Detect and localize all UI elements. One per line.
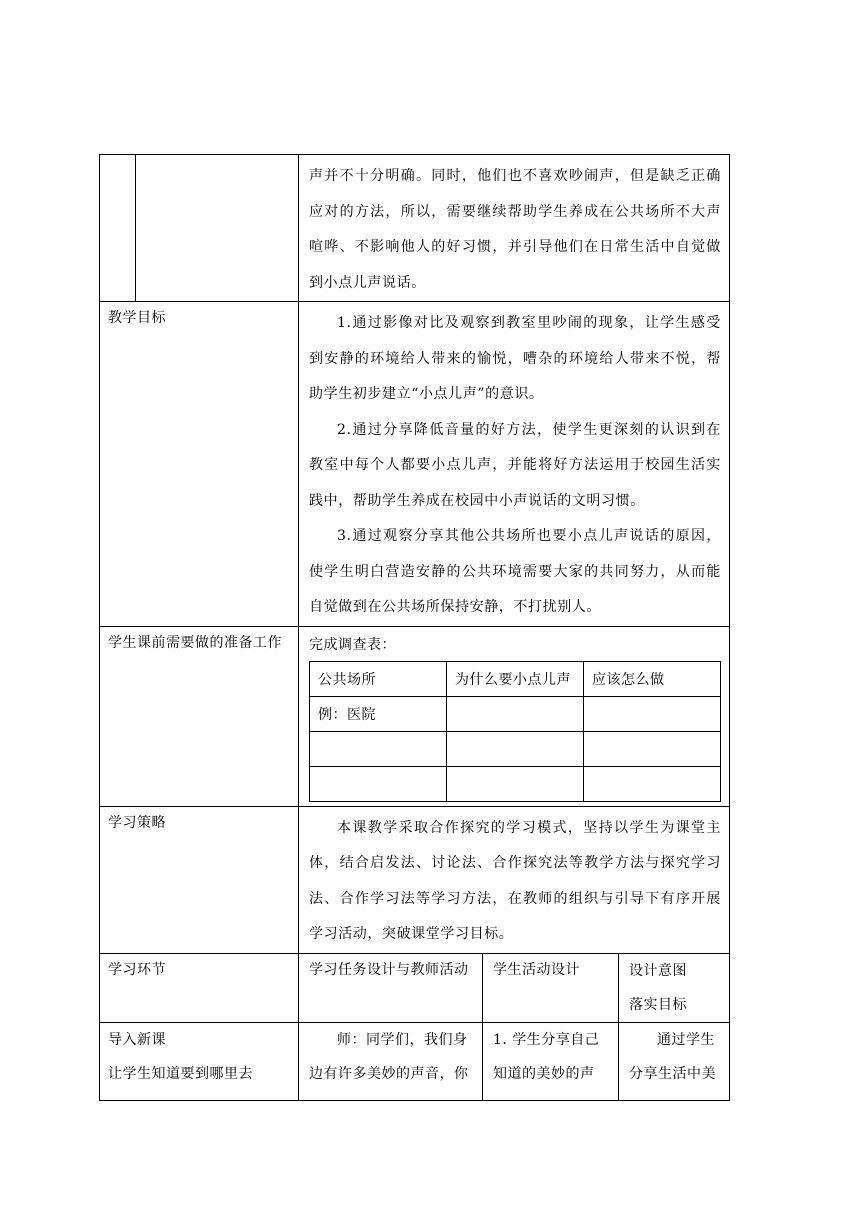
survey-cell bbox=[310, 766, 447, 801]
strategy-line: 学习活动，突破课堂学习目标。 bbox=[309, 926, 514, 942]
process-label-cell bbox=[100, 953, 299, 1022]
objective-line: 2.通过分享降低音量的好方法，使学生更深刻的认识到在 bbox=[337, 421, 721, 438]
objectives-label-cell bbox=[100, 302, 299, 627]
continuation-line: 到小点儿声说话。 bbox=[309, 274, 426, 291]
process-col3-line1: 设计意图 bbox=[629, 962, 687, 979]
objective-line: 到安静的环境给人带来的愉悦，嘈杂的环境给人带来不悦，帮 bbox=[309, 350, 721, 367]
continuation-line: 应对的方法，所以，需要继续帮助学生养成在公共场所不大声 bbox=[309, 203, 721, 220]
intro-label-cell bbox=[100, 1022, 299, 1100]
survey-cell bbox=[447, 766, 584, 801]
survey-cell bbox=[447, 696, 584, 731]
intro-intent-cell bbox=[619, 1022, 730, 1100]
objective-line: 1.通过影像对比及观察到教室里吵闹的现象，让学生感受 bbox=[337, 315, 721, 331]
process-col3-line2: 落实目标 bbox=[629, 996, 687, 1013]
strategy-row bbox=[100, 806, 730, 953]
intro-row bbox=[100, 1022, 730, 1100]
strategy-line: 法、合作学习法等学习方法，在教师的组织与引导下有序开展 bbox=[309, 890, 721, 907]
intro-teacher-line: 边有许多美妙的声音，你 bbox=[309, 1065, 469, 1082]
process-header-row bbox=[100, 953, 730, 1022]
survey-table bbox=[309, 661, 721, 802]
objective-line: 使学生明白营造安静的公共环境需要大家的共同努力，从而能 bbox=[309, 563, 721, 580]
process-col2: 学生活动设计 bbox=[493, 961, 580, 978]
objectives-row bbox=[100, 302, 730, 627]
objective-line: 助学生初步建立“小点儿声”的意识。 bbox=[309, 386, 544, 402]
intro-student-line: 1. 学生分享自己 bbox=[493, 1031, 600, 1048]
survey-cell: 例：医院 bbox=[310, 696, 447, 731]
process-col1: 学习任务设计与教师活动 bbox=[309, 961, 469, 978]
process-col2-cell bbox=[483, 953, 619, 1022]
preparation-label: 学生课前需要做的准备工作 bbox=[108, 634, 282, 651]
survey-header: 应该怎么做 bbox=[584, 661, 721, 696]
preparation-content bbox=[299, 626, 730, 806]
survey-header: 公共场所 bbox=[310, 661, 447, 696]
intro-teacher-cell bbox=[299, 1022, 483, 1100]
intro-label-line2: 让学生知道要到哪里去 bbox=[108, 1065, 253, 1082]
strategy-content bbox=[299, 806, 730, 953]
survey-cell bbox=[447, 731, 584, 766]
continuation-cell-a bbox=[100, 155, 136, 302]
continuation-cell-b bbox=[136, 155, 299, 302]
survey-cell bbox=[584, 731, 721, 766]
survey-cell bbox=[310, 731, 447, 766]
strategy-line: 体，结合启发法、讨论法、合作探究法等教学方法与探究学习 bbox=[309, 855, 721, 871]
continuation-line: 喧哗、不影响他人的好习惯，并引导他们在日常生活中自觉做 bbox=[309, 239, 721, 255]
strategy-line: 本课教学采取合作探究的学习模式，坚持以学生为课堂主 bbox=[337, 819, 721, 836]
objective-line: 3.通过观察分享其他公共场所也要小点儿声说话的原因， bbox=[337, 528, 721, 544]
strategy-label: 学习策略 bbox=[108, 814, 166, 831]
survey-cell bbox=[584, 696, 721, 731]
preparation-intro: 完成调查表： bbox=[309, 636, 396, 653]
survey-cell bbox=[584, 766, 721, 801]
process-col1-cell bbox=[299, 953, 483, 1022]
objectives-content bbox=[299, 302, 730, 627]
objective-line: 践中，帮助学生养成在校园中小声说话的文明习惯。 bbox=[309, 492, 645, 509]
preparation-row bbox=[100, 626, 730, 806]
survey-header: 为什么要小点儿声 bbox=[447, 661, 584, 696]
objectives-label: 教学目标 bbox=[108, 310, 166, 326]
intro-intent-line: 分享生活中美 bbox=[629, 1065, 716, 1082]
continuation-text bbox=[299, 155, 730, 302]
preparation-label-cell bbox=[100, 626, 299, 806]
objective-line: 自觉做到在公共场所保持安静，不打扰别人。 bbox=[309, 599, 601, 615]
continuation-line: 声并不十分明确。同时，他们也不喜欢吵闹声，但是缺乏正确 bbox=[309, 168, 721, 184]
process-label: 学习环节 bbox=[108, 961, 166, 978]
objective-line: 教室中每个人都要小点儿声，并能将好方法运用于校园生活实 bbox=[309, 457, 721, 473]
intro-intent-line: 通过学生 bbox=[657, 1031, 715, 1048]
intro-teacher-line: 师：同学们，我们身 bbox=[337, 1031, 468, 1048]
survey-row bbox=[310, 696, 721, 731]
intro-student-line: 知道的美妙的声 bbox=[493, 1065, 595, 1082]
lesson-plan-table bbox=[99, 154, 730, 1101]
survey-row bbox=[310, 731, 721, 766]
intro-label-line1: 导入新课 bbox=[108, 1031, 166, 1048]
intro-student-cell bbox=[483, 1022, 619, 1100]
process-col3-cell bbox=[619, 953, 730, 1022]
survey-header-row bbox=[310, 661, 721, 696]
strategy-label-cell bbox=[100, 806, 299, 953]
survey-row bbox=[310, 766, 721, 801]
continuation-row bbox=[100, 155, 730, 302]
